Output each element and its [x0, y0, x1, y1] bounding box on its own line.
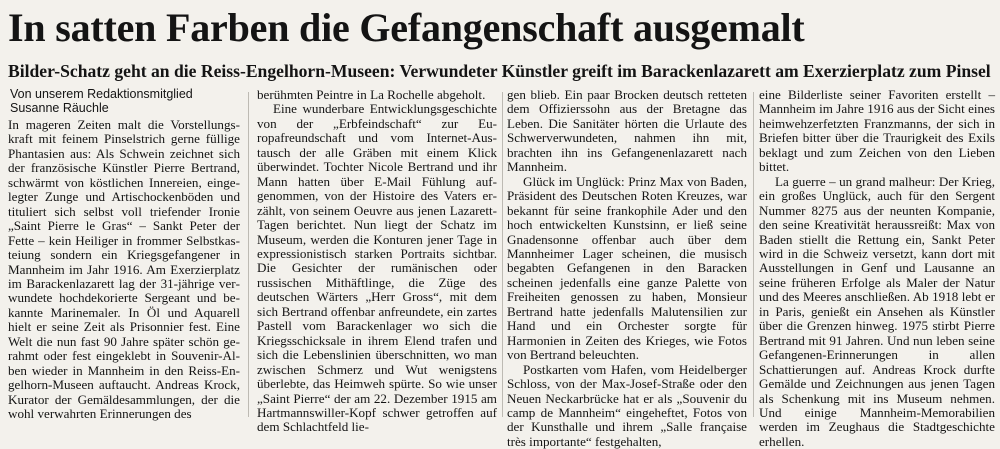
paragraph: berühmten Peintre in La Rochelle abgeholt.	[257, 87, 486, 102]
byline-label: Von unserem Redaktionsmitglied	[10, 87, 193, 101]
paragraph: eine Bilderliste seiner Favoriten erstellt – Mannheim im Jahre 1916 aus der Sicht eines heimwehzerfetzten Franzmanns, der sich in Briefen bitter über die Traurigkeit des Exils beklagt und zum Zeichen von den Lieben bittet.	[759, 87, 995, 175]
paragraph: Glück im Unglück: Prinz Max von Baden, Präsident des Deutschen Roten Kreuzes, war bekannt für seine frankophile Ader und den hoch entwickelten Kunstsinn, er ließ seine Gnadensonne offenbar auch über dem Mannheimer Lager scheinen, die musisch begabten Gefangenen in den Baracken scheinen jedenfalls eine ganze Palette von Freiheiten genossen zu haben, Monsieur Bertrand hatte jedenfalls Malutensilien zur Hand und ein Orchester sorgte für Harmonien in Zeiten des Krieges, wie Fotos von Bertrand beleuchten.	[507, 173, 747, 363]
byline	[10, 87, 240, 115]
article-column-2	[257, 87, 497, 435]
paragraph: Postkarten vom Hafen, vom Heidelberger Schloss, von der Max-Josef-Straße oder den Neuen Neckarbrücke hat er als „Souvenir du camp de Mannheim“ eingeheftet, Fotos von der Kunsthalle und ihrem „Salle française très importante“ festgehalten,	[507, 361, 747, 449]
paragraph: gen blieb. Ein paar Brocken deutsch retteten dem Offizierssohn aus der Bretagne das Leben. Die Sanitäter hörten die Urlaute des Schwerverwundeten, nahmen ihn mit, brachten ihn ins Gefangenenlazarett nach Mannheim.	[507, 87, 747, 175]
column-divider	[502, 92, 503, 417]
headline: In satten Farben die Gefangenschaft ausgemalt	[8, 5, 805, 50]
subheadline: Bilder-Schatz geht an die Reiss-Engelhorn-Museen: Verwundeter Künstler greift im Barackenlazarett am Exerzierplatz zum Pinsel	[8, 61, 991, 81]
column-divider	[248, 92, 249, 417]
byline-author: Susanne Räuchle	[10, 101, 109, 115]
column-divider	[753, 92, 754, 417]
article-column-1	[8, 118, 240, 421]
paragraph: Eine wunderbare Entwicklungsgeschichte von der „Erbfeindschaft“ zur Europafreundschaft und vom Internet-Austausch der alle Gräben mit einem Klick überwindet. Tochter Nicole Bertrand und ihr Mann hatten über E-Mail Fühlung aufgenommen, von der Histoire des Vaters erzählt, von seinem Oeuvre aus jenen Lazarett-Tagen berichtet. Nun liegt der Schatz im Museum, werden die Konturen jener Tage in expressionistisch starken Portraits sichtbar. Die Gesichter der rumänischen oder russischen Mithäftlinge, die Züge des deutschen Wärters „Herr Gross“, mit dem sich Bertrand offenbar anfreundete, ein zartes Pastell vom Barackenlager wo sich die Kriegsschicksale in ihrem Elend trafen und sich die Lebenslinien überschnitten, wo man zwischen Schmerz und Wut wenigstens überlebte, das Heimweh spürte. So wie unser „Saint Pierre“ der am 22. Dezember 1915 am Hartmannswiller-Kopf schwer getroffen auf dem Schlachtfeld lie-	[257, 101, 497, 435]
paragraph: In mageren Zeiten malt die Vorstellungskraft mit feinem Pinselstrich gerne füllige Phantasien aus: Als Schwein zeichnet sich der französische Künstler Pierre Bertrand, schwärmt von köstlichen Innereien, eingelegter Zunge und Artischockenböden und tituliert sich selbst voll triefender Ironie „Saint Pierre le Gras“ – Sankt Peter der Fette – kein Heiliger in frommer Selbstkasteiung sondern ein Kriegsgefangener in Mannheim im Jahr 1916. Am Exerzierplatz im Barackenlazarett lag der 31-jährige verwundete hochdekorierte Sergeant und bekannte Marinemaler. In Öl und Aquarell hielt er seine Zeit als Prisonnier fest. Eine Welt die nun fast 90 Jahre später schön gerahmt oder fest eingeklebt in Souvenir-Alben wieder in Mannheim in den Reiss-Engelhorn-Museen auftaucht. Andreas Krock, Kurator der Gemäldesammlungen, der die wohl verwahrten Erinnerungen des	[8, 117, 240, 422]
article-column-4	[759, 87, 995, 449]
article-column-3	[507, 87, 747, 449]
paragraph: La guerre – un grand malheur: Der Krieg, ein großes Unglück, auch für den Sergent Nummer 8275 aus der neunten Kompanie, den seine Kreativität heraussreißt: Max von Baden stiellt die Rettung ein, Sankt Peter wird in die Schweiz versetzt, kann dort mit Ausstellungen in Genf und Lausanne an seine früheren Erfolge als Maler der Natur und des Meeres anschließen. Ab 1918 lebt er in Paris, genießt ein Ansehen als Künstler über die Grenzen hinweg. 1975 stirbt Pierre Bertrand mit 91 Jahren. Und nun leben seine Gefangenen-Erinnerungen in allen Schattierungen auf. Andreas Krock durfte Gemälde und Zeichnungen aus jenen Tagen als Schenkung mit ins Museum nehmen. Und einige Mannheim-Memorabilien werden im Zeughaus die Stadtgeschichte erhellen.	[759, 173, 995, 449]
